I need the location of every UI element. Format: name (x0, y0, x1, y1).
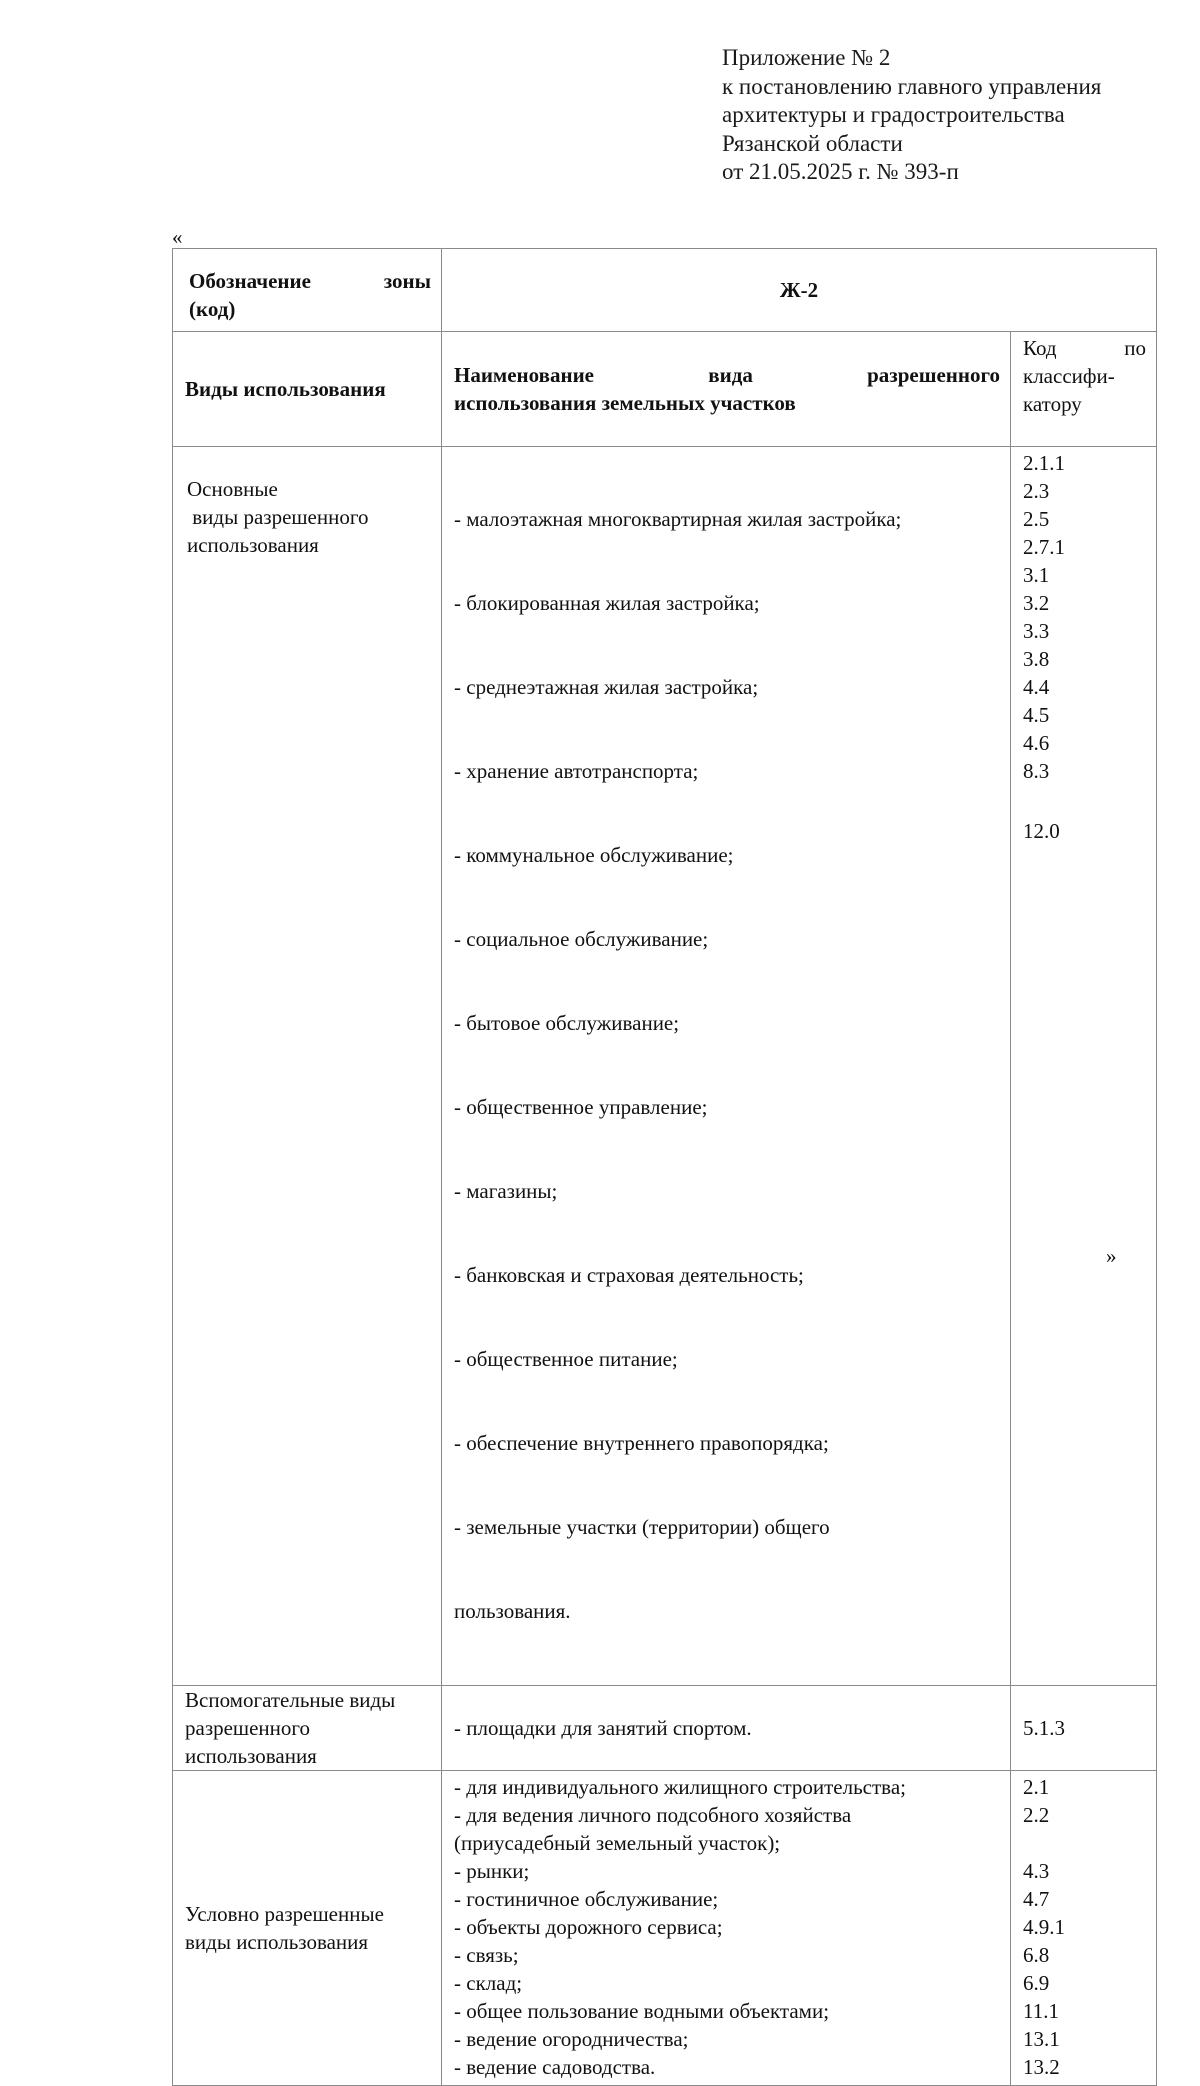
use-code: 3.8 (1023, 647, 1050, 671)
use-code: 4.9.1 (1023, 1915, 1065, 1939)
col2-header-word: вида (708, 363, 753, 387)
use-item: - блокированная жилая застройка; (454, 591, 760, 615)
col1-header: Виды использования (173, 332, 442, 447)
label-line: разрешенного (185, 1716, 310, 1740)
appendix-header (722, 44, 1101, 187)
col2-header-word: разрешенного (867, 363, 1000, 387)
zone-code-value: Ж-2 (442, 249, 1157, 332)
use-code: 4.5 (1023, 703, 1050, 727)
use-item: - коммунальное обслуживание; (454, 843, 734, 867)
opening-quote: « (172, 225, 183, 249)
zoning-table (172, 248, 1157, 2086)
use-code: 6.9 (1023, 1971, 1050, 1995)
label-line: Вспомогательные виды (185, 1688, 396, 1712)
use-item: - малоэтажная многоквартирная жилая застройка; (454, 507, 902, 531)
auxiliary-use-code: 5.1.3 (1011, 1686, 1157, 1771)
use-code: 13.2 (1023, 2055, 1060, 2079)
use-item: - гостиничное обслуживание; (454, 1887, 719, 1911)
use-item: - рынки; (454, 1859, 530, 1883)
header-line: архитектуры и градостроительства (722, 102, 1065, 127)
col2-header-word: Наименование (454, 363, 594, 387)
use-code: 4.6 (1023, 731, 1050, 755)
use-item: - связь; (454, 1943, 519, 1967)
use-code-spacer (1023, 1829, 1156, 1857)
use-item: - объекты дорожного сервиса; (454, 1915, 723, 1939)
col3-header-word: Код (1023, 336, 1057, 360)
use-code: 2.1.1 (1023, 451, 1065, 475)
use-code: 3.2 (1023, 591, 1050, 615)
label-line: виды использования (185, 1930, 369, 1954)
use-code: 4.4 (1023, 675, 1050, 699)
auxiliary-uses-row (173, 1686, 1157, 1771)
use-code: 2.5 (1023, 507, 1050, 531)
use-code: 2.1 (1023, 1775, 1050, 1799)
zone-label-line2: (код) (189, 297, 236, 321)
use-item: - бытовое обслуживание; (454, 1011, 680, 1035)
label-line: использования (187, 533, 319, 557)
col2-header-line2: использования земельных участков (454, 391, 796, 415)
main-uses-codes (1011, 447, 1157, 1686)
main-uses-label (173, 447, 442, 1686)
use-item: - общественное управление; (454, 1095, 708, 1119)
use-code: 2.3 (1023, 479, 1050, 503)
use-item: - ведение огородничества; (454, 2027, 689, 2051)
header-line: от 21.05.2025 г. № 393-п (722, 159, 959, 184)
label-line: виды разрешенного (187, 505, 369, 529)
use-item: (приусадебный земельный участок); (454, 1831, 781, 1855)
col3-header-word: по (1124, 336, 1147, 360)
conditional-uses-label (173, 1771, 442, 2086)
zone-code-row (173, 249, 1157, 332)
use-item: пользования. (454, 1599, 571, 1623)
use-item: - социальное обслуживание; (454, 927, 709, 951)
col3-header (1011, 332, 1157, 447)
use-item: - ведение садоводства. (454, 2055, 656, 2079)
use-item: - склад; (454, 1971, 523, 1995)
use-code: 11.1 (1023, 1999, 1059, 2023)
zone-label-word: зоны (383, 269, 431, 293)
use-code: 3.1 (1023, 563, 1050, 587)
use-code: 6.8 (1023, 1943, 1050, 1967)
main-uses-items (442, 447, 1011, 1686)
use-code: 3.3 (1023, 619, 1050, 643)
use-code-spacer (1023, 785, 1156, 813)
use-code: 4.3 (1023, 1859, 1050, 1883)
use-item: - земельные участки (территории) общего (454, 1515, 830, 1539)
col3-header-line3: катору (1023, 392, 1082, 416)
conditional-uses-row (173, 1771, 1157, 2086)
use-item: - общее пользование водными объектами; (454, 1999, 830, 2023)
use-code: 13.1 (1023, 2027, 1060, 2051)
use-item: - общественное питание; (454, 1347, 678, 1371)
conditional-uses-items (442, 1771, 1011, 2086)
use-code: 8.3 (1023, 759, 1050, 783)
header-line: к постановлению главного управления (722, 73, 1102, 99)
col3-header-line2: классифи- (1023, 364, 1115, 388)
header-line: Рязанской области (722, 130, 903, 156)
use-code: 4.7 (1023, 1887, 1050, 1911)
zone-code-label-cell (173, 249, 442, 332)
use-code: 2.2 (1023, 1803, 1050, 1827)
use-code: 12.0 (1023, 819, 1060, 843)
main-uses-row (173, 447, 1157, 1686)
column-header-row (173, 332, 1157, 447)
auxiliary-uses-label (173, 1686, 442, 1771)
use-item: - для индивидуального жилищного строительства; (454, 1775, 906, 1799)
conditional-uses-codes (1011, 1771, 1157, 2086)
auxiliary-use-item: - площадки для занятий спортом. (442, 1686, 1011, 1771)
use-item: - для ведения личного подсобного хозяйства (454, 1803, 852, 1827)
use-item: - среднеэтажная жилая застройка; (454, 675, 759, 699)
zone-label-word: Обозначение (189, 269, 311, 293)
use-code: 2.7.1 (1023, 535, 1065, 559)
header-line: Приложение № 2 (722, 45, 891, 70)
label-line: Основные (187, 477, 278, 501)
label-line: Условно разрешенные (185, 1902, 384, 1926)
col2-header (442, 332, 1011, 447)
closing-quote: » (1106, 1244, 1117, 1268)
use-item: - обеспечение внутреннего правопорядка; (454, 1431, 829, 1455)
use-item: - магазины; (454, 1179, 558, 1203)
use-item: - хранение автотранспорта; (454, 759, 699, 783)
use-item: - банковская и страховая деятельность; (454, 1263, 804, 1287)
label-line: использования (185, 1744, 317, 1768)
